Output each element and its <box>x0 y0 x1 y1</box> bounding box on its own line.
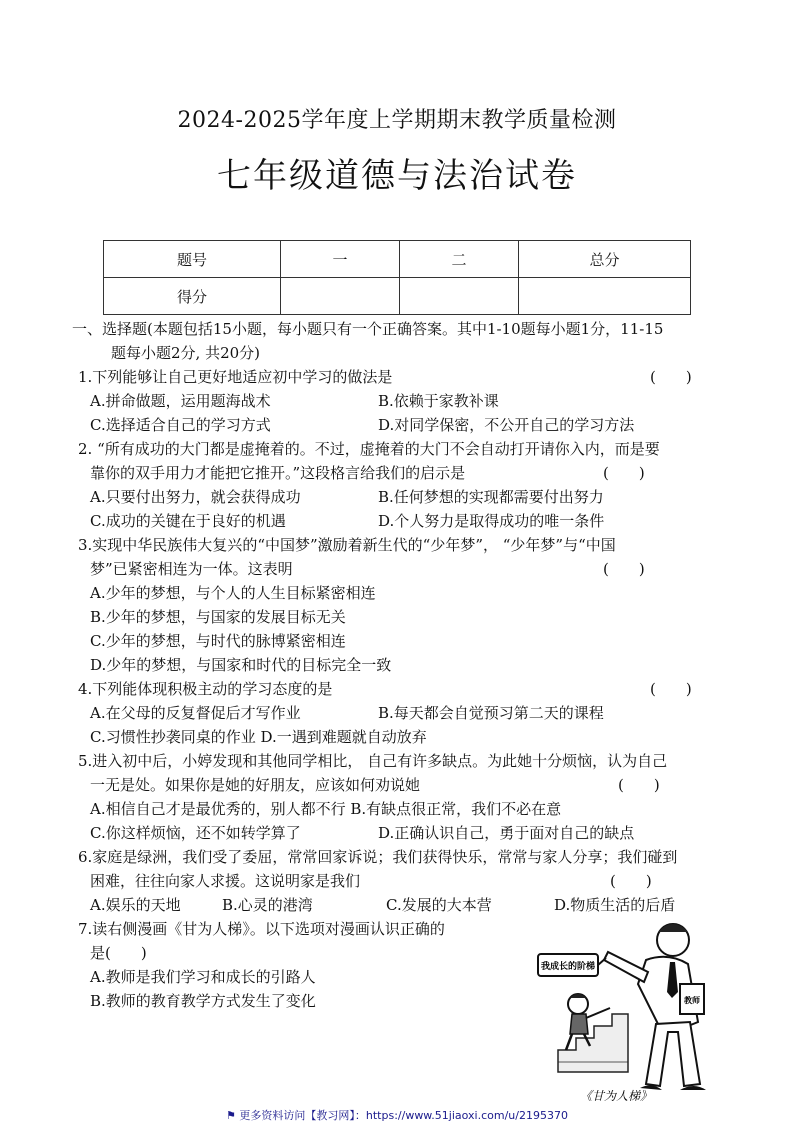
cartoon-caption: 《甘为人梯》 <box>579 1089 653 1102</box>
score-table <box>103 240 691 315</box>
flag-icon: ⚑ <box>226 1109 240 1122</box>
question-1-stem: 1.下列能够让自己更好地适应初中学习的做法是 <box>78 368 393 386</box>
question-5-stem-cont: 一无是处。如果你是她的好朋友，应该如何劝说她 <box>90 776 421 794</box>
question-7-stem: 7.读右侧漫画《甘为人梯》。以下选项对漫画认识正确的 <box>78 920 445 938</box>
question-6-stem-cont: 困难，往往向家人求援。这说明家是我们 <box>90 872 361 890</box>
option: B.教师的教育教学方式发生了变化 <box>90 992 316 1010</box>
question-7-stem-cont: 是( ) <box>90 944 147 962</box>
question-3-stem: 3.实现中华民族伟大复兴的“中国梦”激励着新生代的“少年梦”， “少年梦”与“中国 <box>78 536 616 554</box>
score-input-cell[interactable] <box>281 278 400 315</box>
score-header-cell: 总分 <box>519 241 691 278</box>
option: A.拼命做题，运用题海战术 <box>90 392 271 410</box>
option: B.任何梦想的实现都需要付出努力 <box>378 488 604 506</box>
option: C.成功的关键在于良好的机遇 <box>90 512 286 530</box>
answer-paren[interactable]: ( ) <box>650 680 692 698</box>
option: A.教师是我们学习和成长的引路人 <box>90 968 316 986</box>
option: B.依赖于家教补课 <box>378 392 499 410</box>
footer-text: 更多资料访问【教习网】：https://www.51jiaoxi.com/u/2195370 <box>239 1109 568 1122</box>
answer-paren[interactable]: ( ) <box>603 464 645 482</box>
score-input-cell[interactable] <box>519 278 691 315</box>
answer-paren[interactable]: ( ) <box>603 560 645 578</box>
score-table-score-row <box>104 278 691 315</box>
option: A.只要付出努力，就会获得成功 <box>90 488 301 506</box>
score-header-cell: 一 <box>281 241 400 278</box>
option: D.少年的梦想，与国家和时代的目标完全一致 <box>90 656 392 674</box>
question-4-stem: 4.下列能体现积极主动的学习态度的是 <box>78 680 333 698</box>
option: D.对同学保密，不公开自己的学习方法 <box>378 416 635 434</box>
question-3-stem-cont: 梦”已紧密相连为一体。这表明 <box>90 560 293 578</box>
score-table-header-row <box>104 241 691 278</box>
option: C.选择适合自己的学习方式 <box>90 416 271 434</box>
option: C.习惯性抄袭同桌的作业 D.一遇到难题就自动放弃 <box>90 728 427 746</box>
question-5-stem: 5.进入初中后，小婷发现和其他同学相比， 自己有许多缺点。为此她十分烦恼，认为自己 <box>78 752 668 770</box>
option: A.在父母的反复督促后才写作业 <box>90 704 301 722</box>
exam-title: 七年级道德与法治试卷 <box>217 156 577 196</box>
option: C.少年的梦想，与时代的脉博紧密相连 <box>90 632 346 650</box>
score-header-cell: 题号 <box>104 241 281 278</box>
footer-link[interactable] <box>0 1107 794 1123</box>
answer-paren[interactable]: ( ) <box>650 368 692 386</box>
score-input-cell[interactable] <box>400 278 519 315</box>
question-2-stem: 2. “所有成功的大门都是虚掩着的。不过，虚掩着的大门不会自动打开请你入内，而是要 <box>78 440 660 458</box>
option: A.相信自己才是最优秀的，别人都不行 B.有缺点很正常，我们不必在意 <box>90 800 562 818</box>
option: D.正确认识自己，勇于面对自己的缺点 <box>378 824 635 842</box>
score-header-cell: 二 <box>400 241 519 278</box>
option: D.物质生活的后盾 <box>554 896 676 914</box>
exam-subtitle: 2024-2025学年度上学期期末教学质量检测 <box>177 108 617 133</box>
question-6-stem: 6.家庭是绿洲，我们受了委屈，常常回家诉说；我们获得快乐，常常与家人分享；我们碰到 <box>78 848 678 866</box>
answer-paren[interactable]: ( ) <box>610 872 652 890</box>
option: A.娱乐的天地 <box>90 896 181 914</box>
section-heading: 一、选择题(本题包括15小题，每小题只有一个正确答案。其中1-10题每小题1分，11-15 <box>72 320 664 338</box>
cartoon-sign-text: 我成长的阶梯 <box>540 962 596 972</box>
cartoon-book-label: 教师 <box>684 996 700 1005</box>
answer-paren[interactable]: ( ) <box>618 776 660 794</box>
option: A.少年的梦想，与个人的人生目标紧密相连 <box>90 584 376 602</box>
option: B.每天都会自觉预习第二天的课程 <box>378 704 604 722</box>
option: D.个人努力是取得成功的唯一条件 <box>378 512 605 530</box>
question-2-stem-cont: 靠你的双手用力才能把它推开。”这段格言给我们的启示是 <box>90 464 466 482</box>
section-heading-cont: 题每小题2分, 共20分) <box>111 344 261 362</box>
score-row-label: 得分 <box>104 278 281 315</box>
option: B.心灵的港湾 <box>222 896 313 914</box>
option: C.你这样烦恼，还不如转学算了 <box>90 824 301 842</box>
cartoon-illustration <box>528 912 724 1102</box>
option: B.少年的梦想，与国家的发展目标无关 <box>90 608 346 626</box>
option: C.发展的大本营 <box>386 896 492 914</box>
